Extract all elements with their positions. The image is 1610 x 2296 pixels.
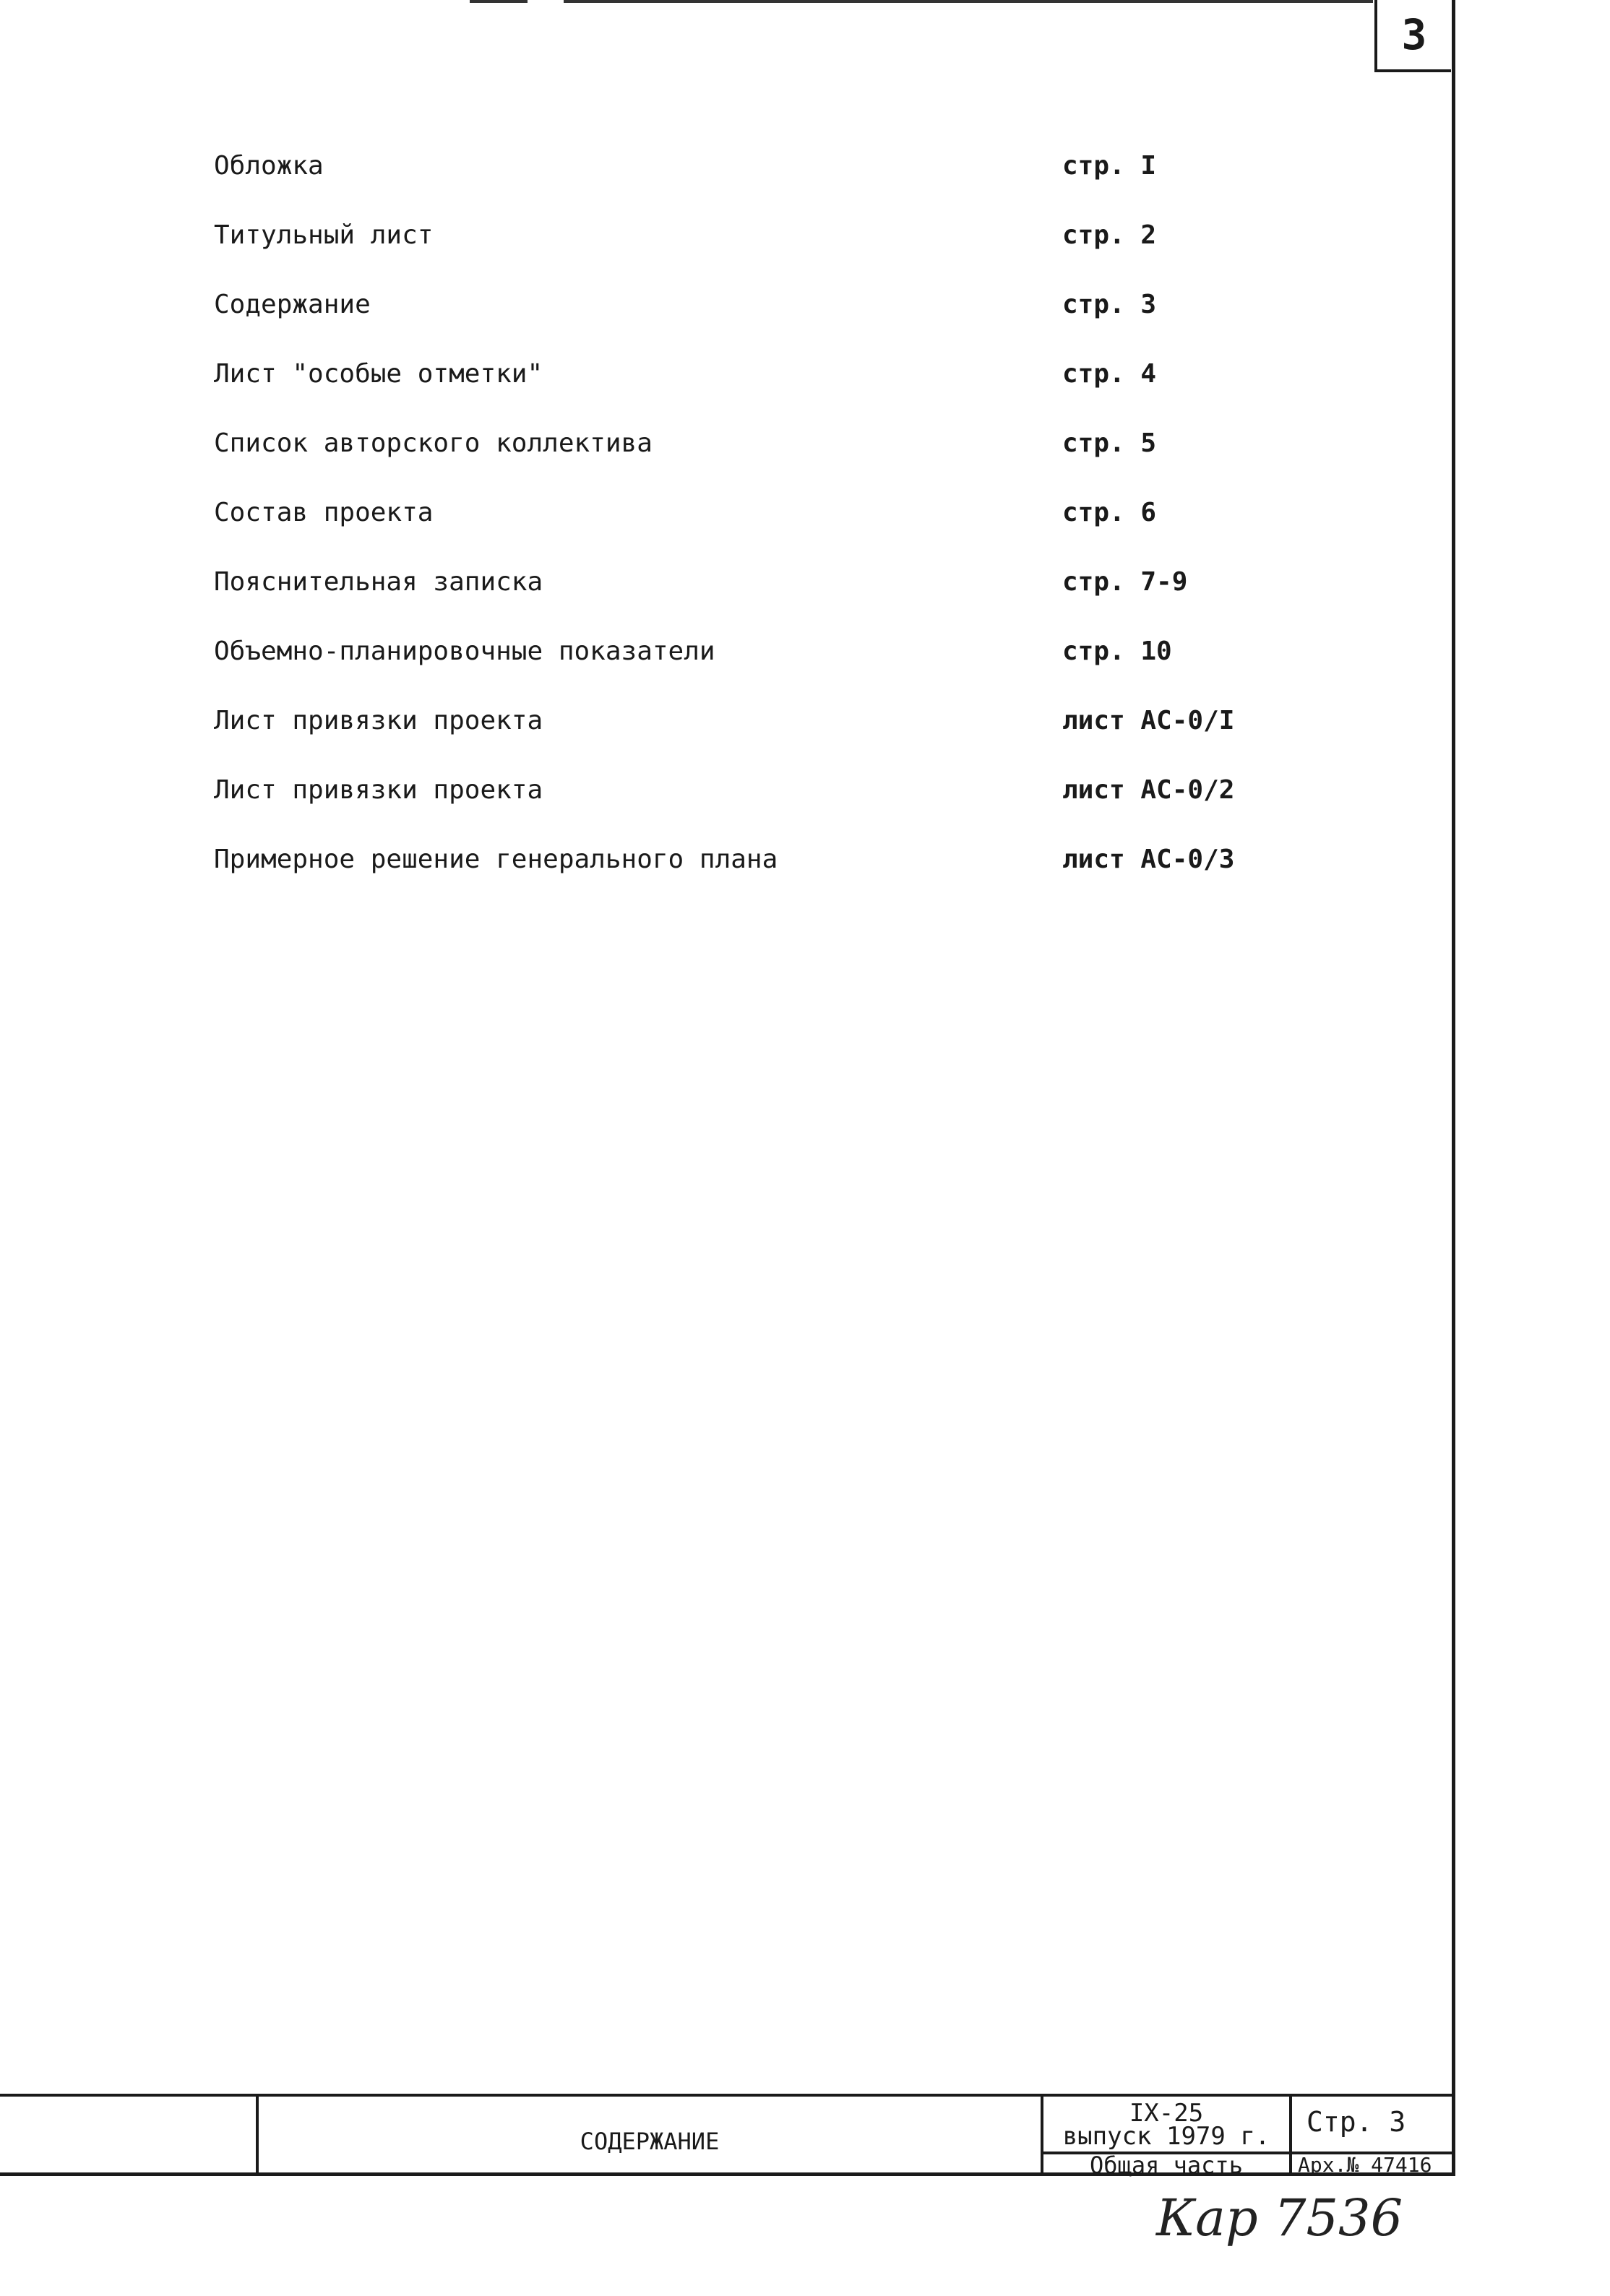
toc-title: Лист привязки проекта: [214, 775, 543, 805]
toc-title: Обложка: [214, 151, 324, 181]
toc-title: Содержание: [214, 290, 371, 319]
toc-title: Примерное решение генерального плана: [214, 845, 778, 874]
toc-ref: лист АС-0/I: [1062, 706, 1235, 735]
part-name: Общая часть: [1043, 2152, 1289, 2179]
issue-year: выпуск 1979 г.: [1062, 2122, 1270, 2151]
toc-ref: лист АС-0/2: [1062, 775, 1235, 805]
toc-ref: стр. 10: [1062, 636, 1172, 666]
toc-ref: стр. 4: [1062, 359, 1157, 389]
title-block-page-cell: [1289, 2097, 1455, 2176]
toc-row: [0, 699, 1301, 743]
toc-row: [0, 283, 1301, 327]
toc-title: Состав проекта: [214, 498, 434, 527]
toc-ref: лист АС-0/3: [1062, 845, 1235, 874]
toc-ref: стр. 2: [1062, 220, 1157, 250]
toc-ref: стр. 7-9: [1062, 567, 1188, 597]
toc-title: Лист привязки проекта: [214, 706, 543, 735]
toc-row: [0, 769, 1301, 812]
toc-ref: стр. I: [1062, 151, 1157, 181]
series-code: IX-25: [1129, 2099, 1204, 2128]
handwritten-note: Кар 7536: [1156, 2188, 1403, 2248]
toc-ref: стр. 3: [1062, 290, 1157, 319]
archive-number: Арх.№ 47416: [1292, 2152, 1455, 2179]
title-block-sheet-name-cell: [256, 2097, 1041, 2176]
toc-row: [0, 630, 1301, 673]
toc-row: [0, 838, 1301, 881]
toc-row: [0, 353, 1301, 396]
toc-ref: стр. 6: [1062, 498, 1157, 527]
toc-title: Объемно-планировочные показатели: [214, 636, 715, 666]
page-label: Стр. 3: [1306, 2106, 1406, 2138]
toc-row: [0, 561, 1301, 604]
toc-title: Пояснительная записка: [214, 567, 543, 597]
title-block-code-cell: [1041, 2097, 1289, 2179]
toc-row: [0, 214, 1301, 257]
sheet-name: СОДЕРЖАНИЕ: [580, 2128, 720, 2155]
toc-title: Лист "особые отметки": [214, 359, 543, 389]
toc-row: [0, 491, 1301, 535]
toc-row: [0, 422, 1301, 465]
page-number-badge: 3: [1374, 0, 1451, 72]
toc-ref: стр. 5: [1062, 428, 1157, 458]
toc-row: [0, 144, 1301, 188]
title-block: [0, 2094, 1455, 2179]
toc-title: Список авторского коллектива: [214, 428, 653, 458]
toc-title: Титульный лист: [214, 220, 434, 250]
